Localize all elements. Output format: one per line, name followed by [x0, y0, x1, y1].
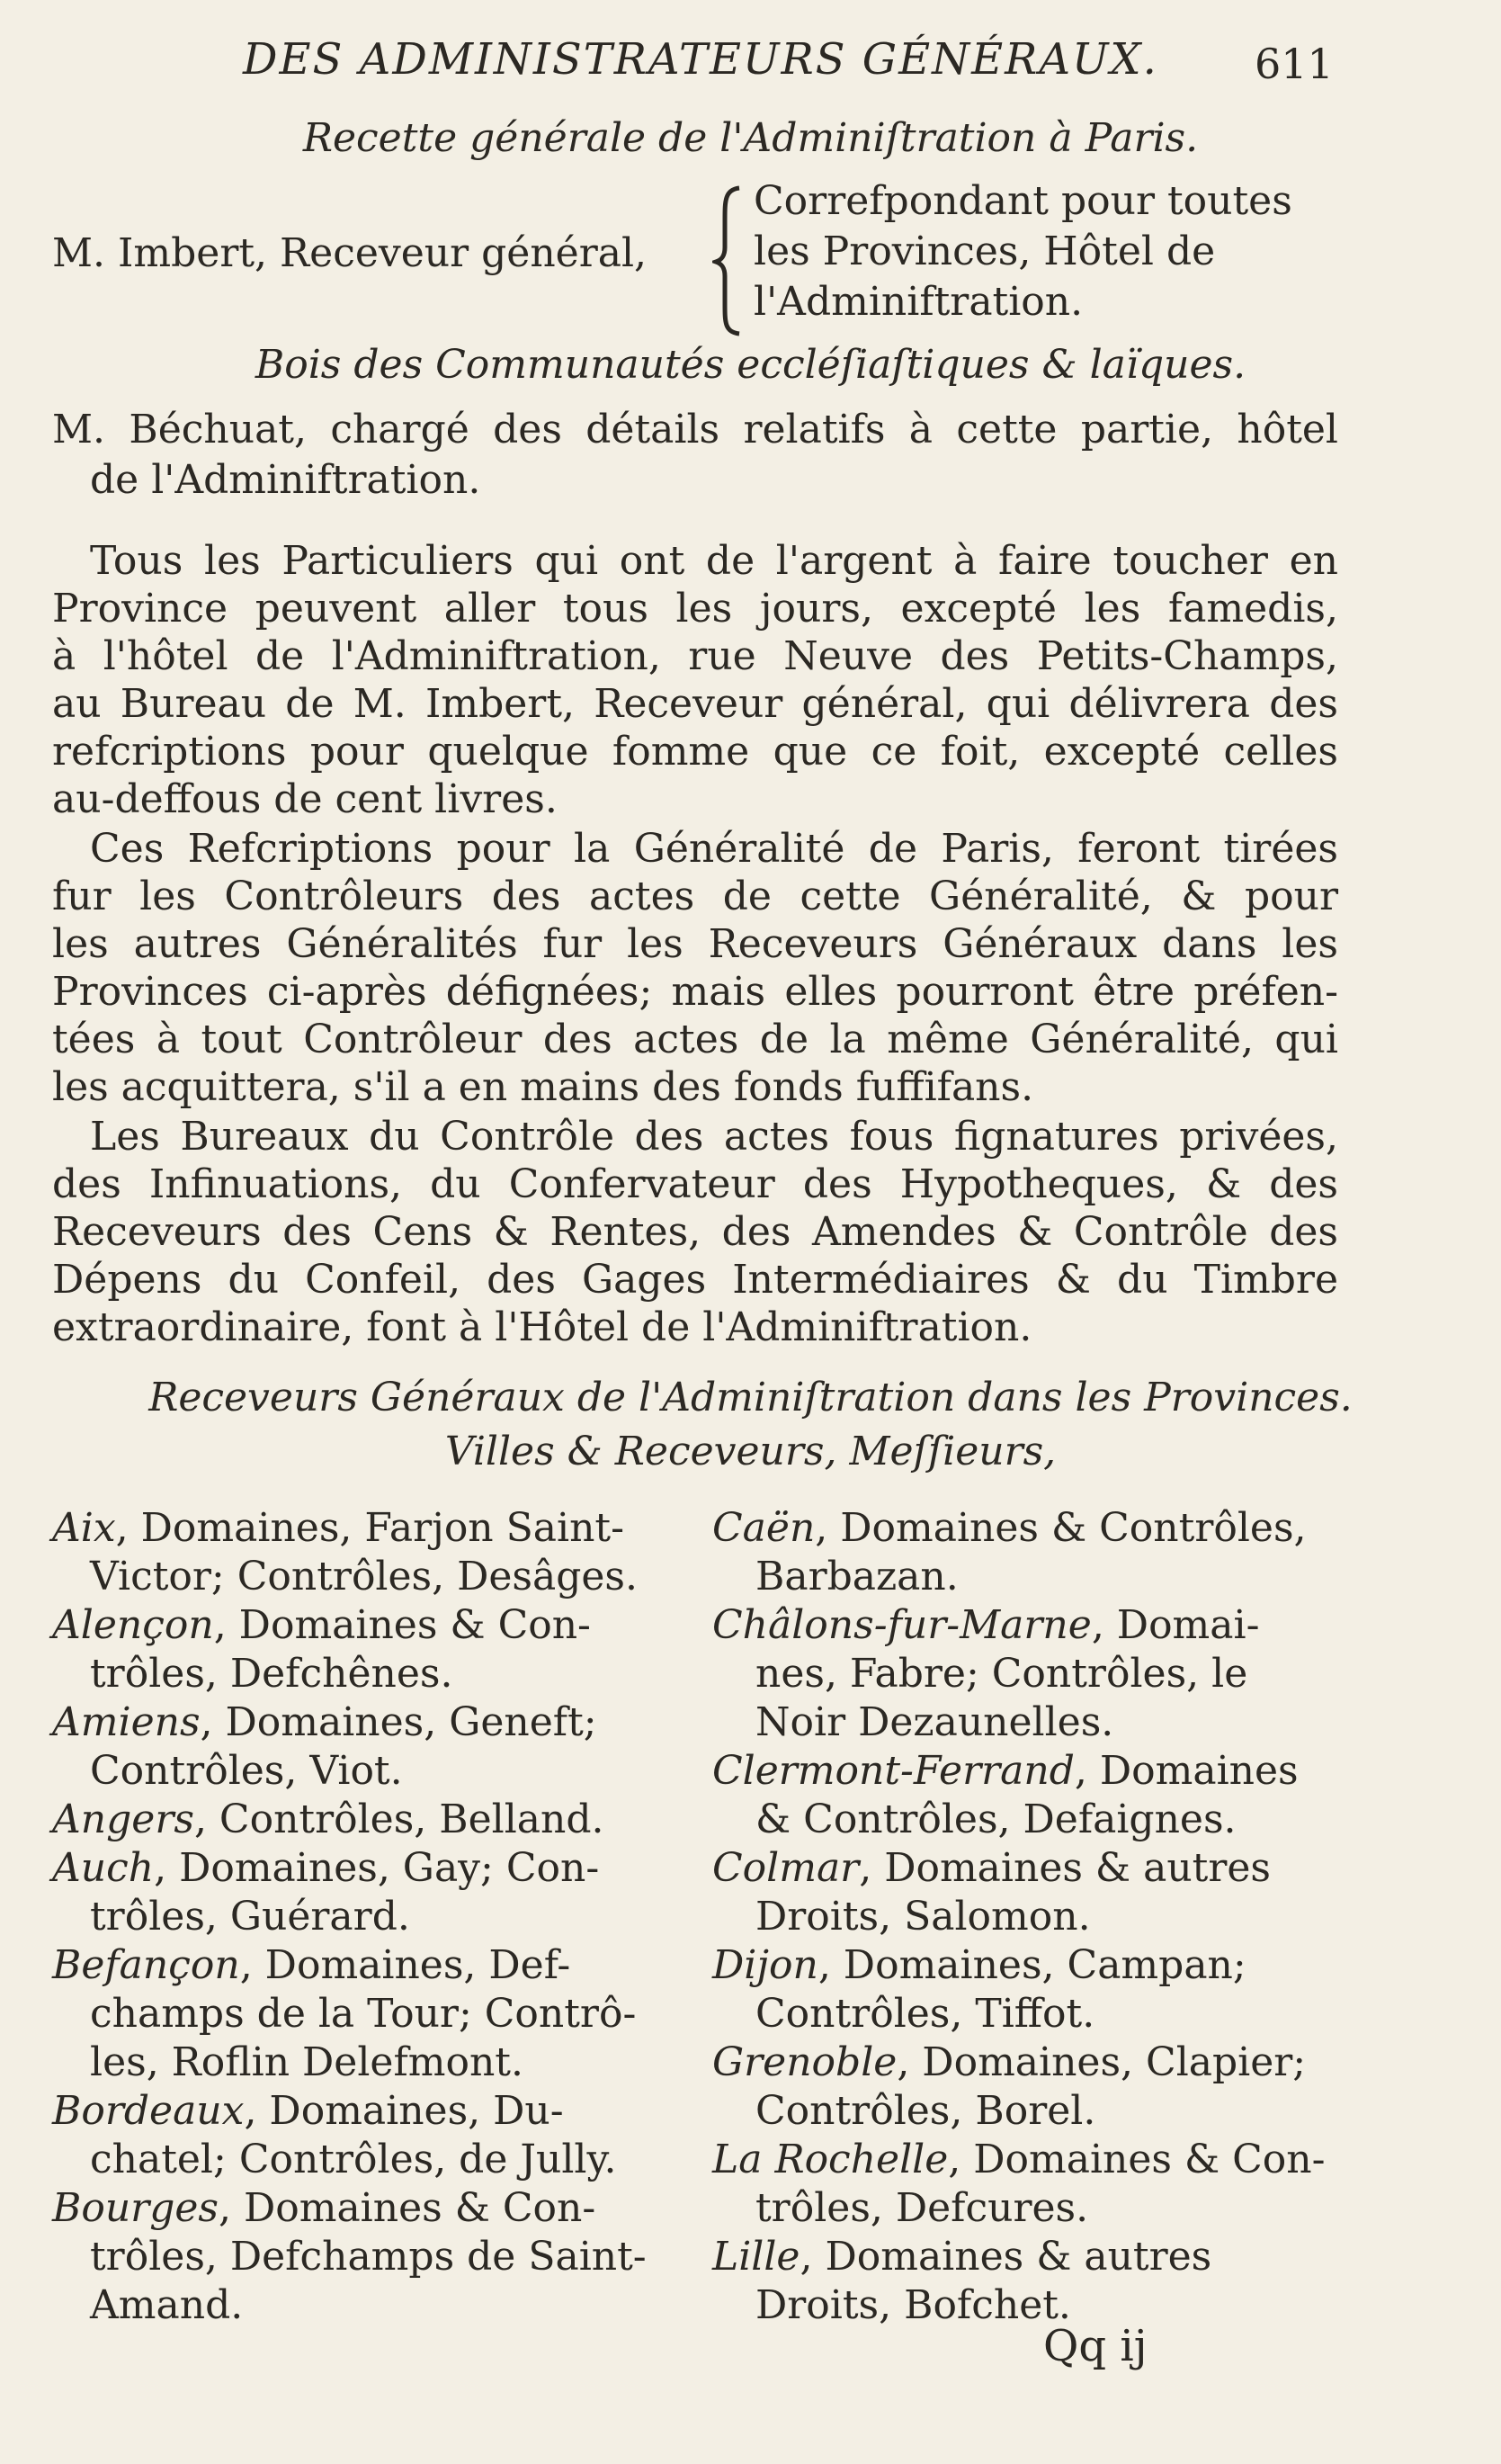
list-item-clermont: Clermont-Ferrand, Domaines: [712, 1748, 1299, 1794]
list-item-angers: Angers, Contrôles, Belland.: [52, 1796, 604, 1842]
list-item-line: trôles, Defchamps de Saint-: [90, 2234, 647, 2280]
bracket-line-2: les Provinces, Hôtel de: [754, 228, 1216, 274]
list-item-bourges: Bourges, Domaines & Con-: [52, 2185, 596, 2231]
body-line: Dépens du Confeil, des Gages Intermédiaires & du Timbre: [52, 1257, 1338, 1303]
list-item-line: trôles, Defchênes.: [90, 1651, 453, 1697]
imbert-name: M. Imbert, Receveur général,: [52, 230, 648, 276]
list-item-line: & Contrôles, Defaignes.: [755, 1796, 1237, 1842]
list-item-dijon: Dijon, Domaines, Campan;: [712, 1942, 1246, 1988]
running-head: [243, 34, 1340, 97]
page-number: 611: [1255, 40, 1334, 88]
section-subtitle: Villes & Receveurs, Meſſieurs,: [444, 1429, 1057, 1474]
list-item-line: Barbazan.: [755, 1554, 959, 1599]
list-item-line: Droits, Salomon.: [755, 1894, 1091, 1940]
body-line: extraordinaire, font à l'Hôtel de l'Adminiftration.: [52, 1304, 1032, 1350]
list-item-line: chatel; Contrôles, de Jully.: [90, 2137, 617, 2182]
list-item-line: nes, Fabre; Contrôles, le: [755, 1651, 1248, 1697]
body-line: les acquittera, s'il a en mains des fonds fuffifans.: [52, 1064, 1034, 1110]
list-item-line: trôles, Guérard.: [90, 1894, 410, 1940]
body-line: les autres Généralités fur les Receveurs Généraux dans les: [52, 921, 1338, 967]
list-item-auch: Auch, Domaines, Gay; Con-: [52, 1845, 600, 1891]
body-line: Ces Refcriptions pour la Généralité de Paris, feront tirées: [90, 826, 1338, 872]
signature-mark: Qq ij: [1043, 2321, 1148, 2371]
list-item-lille: Lille, Domaines & autres: [712, 2234, 1212, 2280]
list-item-line: trôles, Defcures.: [755, 2185, 1089, 2231]
list-item-line: les, Roflin Delefmont.: [90, 2039, 523, 2085]
running-title: DES ADMINISTRATEURS GÉNÉRAUX.: [243, 34, 1158, 85]
body-line: Province peuvent aller tous les jours, excepté les famedis,: [52, 586, 1338, 632]
list-item-alencon: Alençon, Domaines & Con-: [52, 1602, 591, 1648]
section-title-bois: Bois des Communautés eccléſiaſtiques & laïques.: [255, 342, 1246, 388]
list-item-amiens: Amiens, Domaines, Geneft;: [52, 1699, 597, 1745]
body-line: fur les Contrôleurs des actes de cette Généralité, & pour: [52, 874, 1338, 919]
list-item-la-rochelle: La Rochelle, Domaines & Con-: [712, 2137, 1326, 2182]
body-line: Receveurs des Cens & Rentes, des Amendes & Contrôle des: [52, 1209, 1338, 1255]
body-line: tées à tout Contrôleur des actes de la même Généralité, qui: [52, 1017, 1338, 1062]
curly-brace-icon: [712, 184, 745, 337]
list-item-grenoble: Grenoble, Domaines, Clapier;: [712, 2039, 1307, 2085]
list-item-chalons: Châlons-fur-Marne, Domai-: [712, 1602, 1260, 1648]
body-line: Tous les Particuliers qui ont de l'argent à faire toucher en: [90, 538, 1338, 584]
body-line: Les Bureaux du Contrôle des actes fous fignatures privées,: [90, 1114, 1338, 1160]
list-item-line: Noir Dezaunelles.: [755, 1699, 1114, 1745]
list-item-line: Contrôles, Borel.: [755, 2088, 1096, 2134]
section-title-receveurs: Receveurs Généraux de l'Adminiſtration dans les Provinces.: [148, 1375, 1353, 1420]
body-line: refcriptions pour quelque fomme que ce foit, excepté celles: [52, 729, 1338, 775]
section-title-recette: Recette générale de l'Adminiſtration à Paris.: [302, 115, 1199, 161]
bechuat-line-1: M. Béchuat, chargé des détails relatifs à cette partie, hôtel: [52, 407, 1338, 452]
body-line: au Bureau de M. Imbert, Receveur général, qui délivrera des: [52, 681, 1338, 727]
list-item-besancon: Befançon, Domaines, Def-: [52, 1942, 571, 1988]
list-item-line: Contrôles, Tiffot.: [755, 1991, 1095, 2037]
bracket-line-1: Correfpondant pour toutes: [754, 178, 1292, 224]
list-item-line: champs de la Tour; Contrô-: [90, 1991, 637, 2037]
list-item-line: Amand.: [90, 2282, 244, 2328]
list-item-line: Victor; Contrôles, Desâges.: [90, 1554, 638, 1599]
body-line: à l'hôtel de l'Adminiftration, rue Neuve des Petits-Champs,: [52, 633, 1338, 679]
list-item-aix: Aix, Domaines, Farjon Saint-: [52, 1505, 624, 1551]
body-line: des Infinuations, du Confervateur des Hypotheques, & des: [52, 1161, 1338, 1207]
list-item-caen: Caën, Domaines & Contrôles,: [712, 1505, 1307, 1551]
list-item-line: Contrôles, Viot.: [90, 1748, 403, 1794]
list-item-line: Droits, Bofchet.: [755, 2282, 1071, 2328]
bracket-line-3: l'Adminiftration.: [754, 279, 1084, 325]
body-line: au-deffous de cent livres.: [52, 776, 558, 822]
list-item-bordeaux: Bordeaux, Domaines, Du-: [52, 2088, 564, 2134]
list-item-colmar: Colmar, Domaines & autres: [712, 1845, 1271, 1891]
body-line: Provinces ci-après défignées; mais elles pourront être préfen-: [52, 969, 1338, 1015]
bechuat-line-2: de l'Adminiftration.: [90, 457, 481, 503]
